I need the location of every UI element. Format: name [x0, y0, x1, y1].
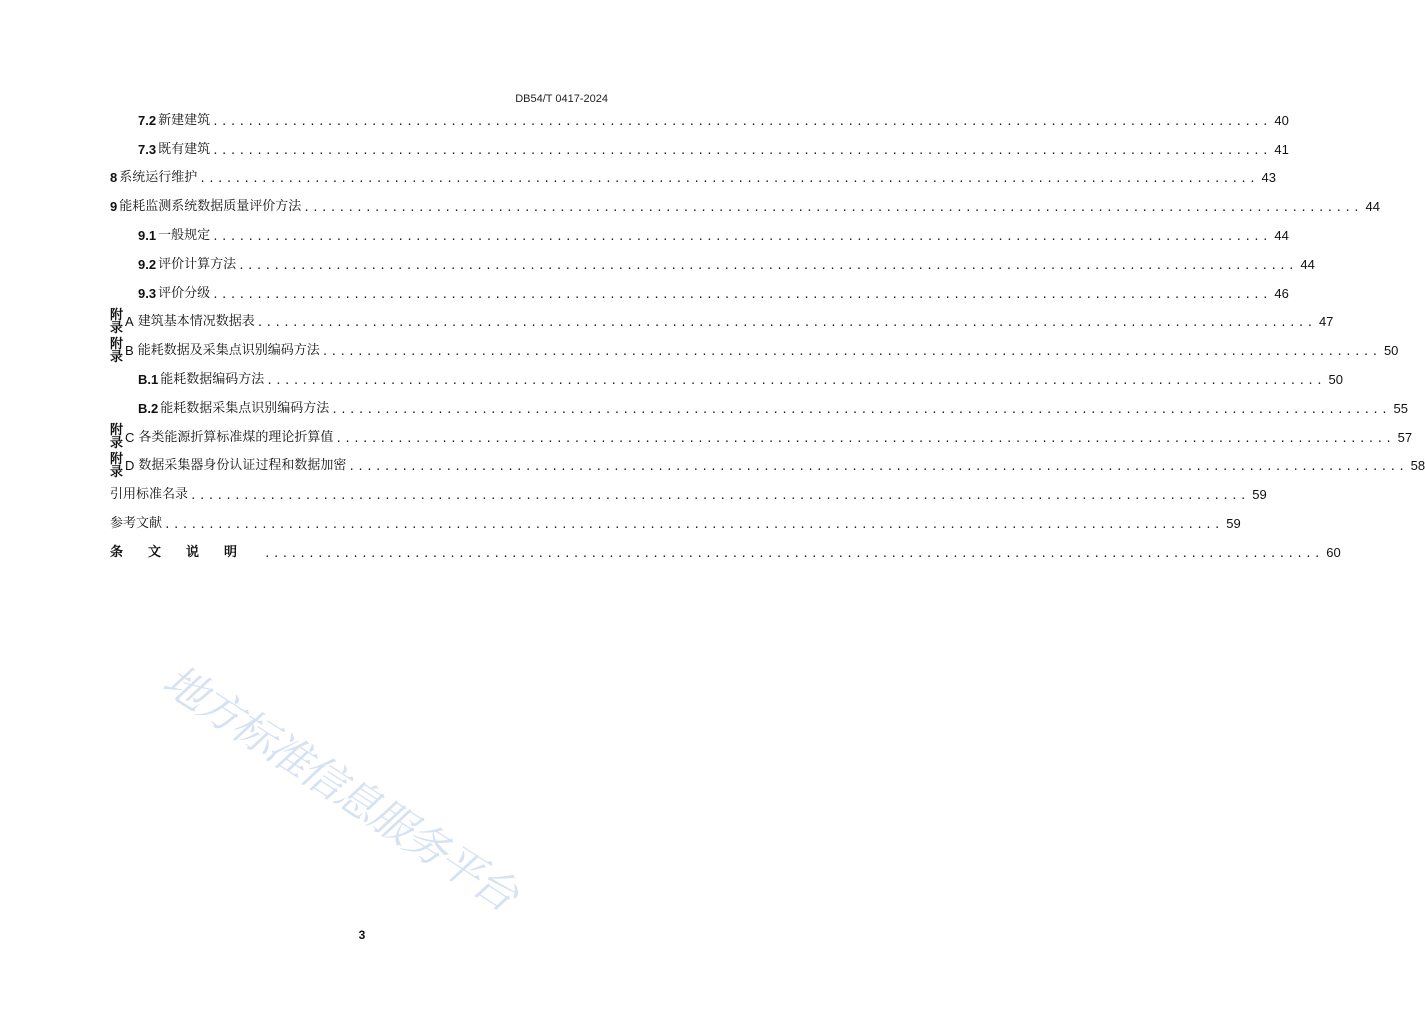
- toc-entry-page: 60: [1326, 544, 1341, 560]
- page-number: 3: [358, 928, 366, 942]
- toc-leader-dots: ........................................................................................................................: [212, 287, 1271, 301]
- toc-entry[interactable]: [110, 451, 1425, 481]
- toc-leader-dots: ........................................................................................................................: [164, 518, 1223, 532]
- toc-entry-page: 43: [1261, 170, 1276, 186]
- toc-entry-title: 各类能源折算标准煤的理论折算值: [138, 429, 334, 445]
- toc-entry[interactable]: [110, 250, 1315, 279]
- toc-entry-title: 能耗数据编码方法: [160, 372, 265, 388]
- toc-leader-dots: ........................................................................................................................: [212, 143, 1271, 157]
- toc-entry-title: 一般规定: [158, 228, 211, 244]
- toc-entry[interactable]: [110, 279, 1289, 308]
- toc-entry-page: 59: [1252, 487, 1267, 503]
- toc-leader-dots: ........................................................................................................................: [264, 546, 1323, 560]
- toc-entry-title: 数据采集器身份认证过程和数据加密: [138, 458, 347, 474]
- toc-leader-dots: ........................................................................................................................: [190, 489, 1249, 503]
- toc-leader-dots: ........................................................................................................................: [199, 172, 1258, 186]
- toc-entry-title: 既有建筑: [158, 141, 211, 157]
- toc-leader-dots: ........................................................................................................................: [303, 201, 1362, 215]
- toc-leader-dots: ........................................................................................................................: [212, 230, 1271, 244]
- toc-entry-title: 参考文献: [110, 516, 163, 532]
- toc-entry[interactable]: [110, 538, 1341, 567]
- toc-entry[interactable]: [110, 164, 1276, 193]
- toc-entry-title: 能耗监测系统数据质量评价方法: [119, 199, 302, 215]
- toc-entry[interactable]: [110, 423, 1413, 452]
- toc-entry-title: 条文说明: [110, 544, 263, 560]
- toc-entry-title: 系统运行维护: [119, 170, 198, 186]
- toc-leader-dots: ........................................................................................................................: [212, 114, 1271, 128]
- toc-entry[interactable]: [110, 480, 1267, 509]
- toc-entry[interactable]: [110, 336, 1399, 365]
- toc-leader-dots: ........................................................................................................................: [321, 345, 1381, 359]
- toc-entry[interactable]: [110, 135, 1289, 164]
- toc-entry-title: 评价分级: [158, 285, 211, 301]
- toc-entry-appendix-letter: A: [125, 314, 134, 330]
- toc-leader-dots: ........................................................................................................................: [238, 258, 1297, 272]
- toc-entry-number: B.2: [138, 400, 159, 416]
- toc-entry-appendix-letter: D: [125, 458, 135, 474]
- toc-entry-number: 9: [110, 199, 118, 215]
- toc-entry[interactable]: [110, 106, 1289, 135]
- toc-entry[interactable]: [110, 307, 1334, 337]
- watermark: 地方标准信息服务平台: [153, 655, 525, 921]
- toc-entry-appendix-prefix: 附录: [110, 451, 124, 480]
- toc-entry-number: 7.3: [138, 141, 157, 157]
- toc-entry-appendix-prefix: 附录: [110, 336, 124, 365]
- toc-entry-title: 评价计算方法: [158, 256, 237, 272]
- toc-entry-page: 47: [1318, 314, 1334, 330]
- toc-entry[interactable]: [110, 394, 1408, 423]
- toc-entry-number: 9.1: [138, 228, 157, 244]
- toc-entry-appendix-letter: B: [125, 343, 134, 359]
- toc-entry-appendix-prefix: 附录: [110, 423, 124, 452]
- toc-entry-number: 9.2: [138, 256, 157, 272]
- toc-entry-page: 50: [1383, 343, 1399, 359]
- toc-entry-page: 44: [1365, 199, 1380, 215]
- toc-entry-number: 8: [110, 170, 118, 186]
- toc-entry-page: 55: [1393, 400, 1408, 416]
- toc-entry-title: 能耗数据采集点识别编码方法: [160, 400, 330, 416]
- toc-leader-dots: ........................................................................................................................: [331, 402, 1390, 416]
- toc-entry-title: 新建建筑: [158, 112, 211, 128]
- toc-entry-page: 50: [1328, 372, 1343, 388]
- toc-entry-page: 44: [1300, 256, 1315, 272]
- toc-entry-page: 46: [1274, 285, 1289, 301]
- toc-entry-page: 40: [1274, 112, 1289, 128]
- toc-entry-page: 44: [1274, 228, 1289, 244]
- toc-leader-dots: ........................................................................................................................: [348, 460, 1408, 474]
- toc-entry-page: 41: [1274, 141, 1289, 157]
- table-of-contents: [110, 106, 1425, 567]
- toc-entry[interactable]: [110, 221, 1289, 250]
- toc-entry-page: 58: [1410, 458, 1425, 474]
- toc-leader-dots: ........................................................................................................................: [266, 374, 1325, 388]
- toc-entry-page: 59: [1226, 516, 1241, 532]
- toc-entry-number: B.1: [138, 372, 159, 388]
- toc-entry-page: 57: [1397, 429, 1413, 445]
- toc-entry[interactable]: [110, 192, 1380, 221]
- toc-entry-number: 7.2: [138, 112, 157, 128]
- toc-entry-appendix-prefix: 附录: [110, 307, 124, 336]
- toc-leader-dots: ........................................................................................................................: [256, 316, 1316, 330]
- toc-entry[interactable]: [110, 509, 1241, 538]
- toc-leader-dots: ........................................................................................................................: [335, 431, 1395, 445]
- toc-entry-appendix-letter: C: [125, 429, 135, 445]
- toc-entry-title: 能耗数据及采集点识别编码方法: [137, 343, 320, 359]
- toc-entry-title: 引用标准名录: [110, 487, 189, 503]
- toc-entry-title: 建筑基本情况数据表: [137, 314, 255, 330]
- toc-entry[interactable]: [110, 365, 1343, 394]
- toc-entry-number: 9.3: [138, 285, 157, 301]
- document-code: DB54/T 0417-2024: [515, 93, 608, 105]
